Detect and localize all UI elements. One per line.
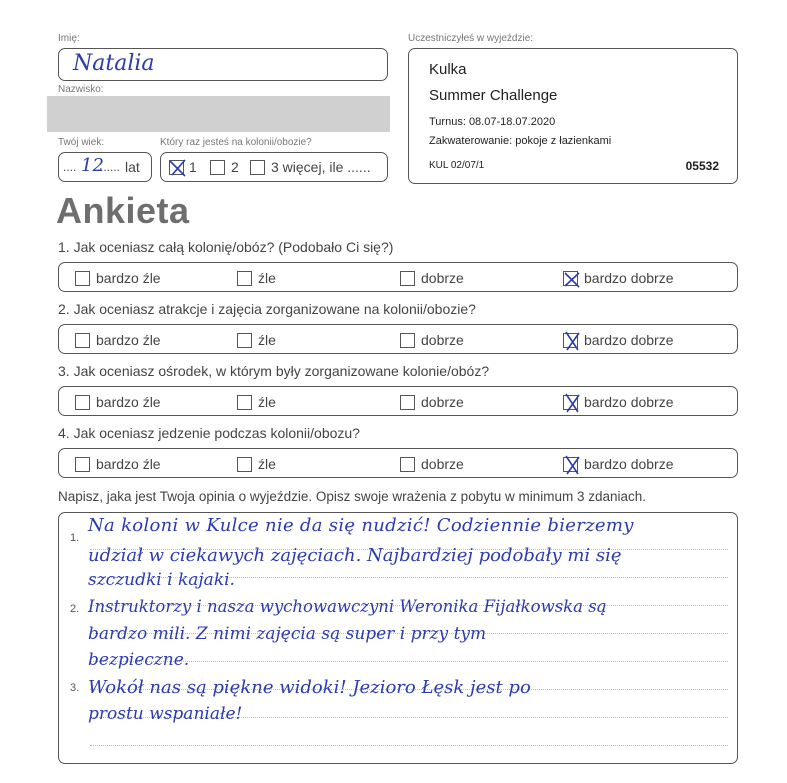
q4-option-bardzo-dobrze[interactable] [563,455,674,472]
wiek-unit: lat [125,159,140,175]
ktory-raz-field [160,152,388,182]
participant-number: 05532 [685,159,719,173]
q2-option-dobrze[interactable] [400,331,464,348]
q1-option-dobrze[interactable] [400,269,464,286]
checkbox[interactable] [237,271,252,286]
ruled-line [90,745,728,746]
participant-zakwaterowanie [429,135,611,147]
ktory-opt2-label: 2 [231,159,239,175]
zakwaterowanie-value: pokoje z łazienkami [515,135,612,147]
opinion-line-6: bezpieczne. [88,650,190,670]
q4-option-zle[interactable] [237,455,276,472]
option-label: bardzo źle [96,394,161,411]
answer-row-1 [58,262,738,292]
opinion-line-5: bardzo mili. Z nimi zajęcia są super i przy tym [88,624,487,644]
q2-option-bardzo-dobrze[interactable] [563,331,674,348]
option-label: dobrze [421,394,464,411]
wiek-dots-left: .... [63,160,77,174]
opinion-line-3: szczudki i kajaki. [88,570,235,590]
ktory-opt3-label: 3 więcej, ile ...... [271,159,371,175]
imie-label: Imię: [58,33,80,44]
option-label: bardzo źle [96,456,161,473]
q2-option-bardzo-zle[interactable] [75,331,161,348]
checkbox[interactable] [400,395,415,410]
wiek-value: 12 [81,155,104,176]
checkbox[interactable] [237,457,252,472]
q3-option-zle[interactable] [237,393,276,410]
q4-option-bardzo-zle[interactable] [75,455,161,472]
opinion-line-7: Wokół nas są piękne widoki! Jezioro Łęsk jest po [88,677,531,698]
checkbox[interactable] [237,395,252,410]
checkbox[interactable] [75,395,90,410]
q2-option-zle[interactable] [237,331,276,348]
option-label: źle [258,332,276,349]
checkbox-checked[interactable] [563,271,578,286]
ktory-opt2-checkbox[interactable] [210,160,225,175]
checkbox[interactable] [400,333,415,348]
participant-line2: Summer Challenge [429,87,558,104]
option-label: dobrze [421,270,464,287]
option-label: źle [258,270,276,287]
opinion-line-2: udział w ciekawych zajęciach. Najbardziej podobały mi się [88,545,622,566]
opinion-line-1: Na koloni w Kulce nie da się nudzić! Codziennie bierzemy [88,515,634,536]
opinion-number-1: 1. [70,532,80,544]
checkbox-checked[interactable] [563,457,578,472]
survey-title: Ankieta [56,190,190,231]
option-label: dobrze [421,332,464,349]
checkbox[interactable] [75,333,90,348]
opinion-number-3: 3. [70,682,80,694]
zakwaterowanie-label: Zakwaterowanie: [429,135,513,147]
option-label: dobrze [421,456,464,473]
option-label: bardzo źle [96,270,161,287]
q3-option-bardzo-zle[interactable] [75,393,161,410]
participant-box [408,48,738,184]
participant-code: KUL 02/07/1 [429,160,485,171]
opinion-number-2: 2. [70,603,80,615]
q1-option-bardzo-zle[interactable] [75,269,161,286]
participant-turnus: Turnus: 08.07-18.07.2020 [429,116,556,128]
q4-option-dobrze[interactable] [400,455,464,472]
imie-field[interactable] [58,48,388,81]
opinion-line-8: prostu wspaniałe! [88,704,243,724]
question-2: 2. Jak oceniasz atrakcje i zajęcia zorganizowane na kolonii/obozie? [58,301,476,317]
option-label: źle [258,456,276,473]
checkbox[interactable] [237,333,252,348]
checkbox[interactable] [75,271,90,286]
answer-row-4 [58,448,738,478]
option-label: bardzo dobrze [584,456,674,473]
checkbox[interactable] [75,457,90,472]
checkbox-checked[interactable] [563,333,578,348]
question-4: 4. Jak oceniasz jedzenie podczas kolonii/obozu? [58,425,360,441]
question-1: 1. Jak oceniasz całą kolonię/obóz? (Podobało Ci się?) [58,239,394,255]
q1-option-bardzo-dobrze[interactable] [563,269,674,286]
checkbox[interactable] [400,457,415,472]
answer-row-3 [58,386,738,416]
imie-value: Natalia [73,51,155,76]
ktory-opt3-checkbox[interactable] [250,160,265,175]
option-label: bardzo dobrze [584,270,674,287]
wiek-label: Twój wiek: [58,137,105,148]
opinion-prompt: Napisz, jaka jest Twoja opinia o wyjeździe. Opisz swoje wrażenia z pobytu w minimum 3 zdaniach. [58,489,647,504]
option-label: bardzo dobrze [584,332,674,349]
opinion-line-4: Instruktorzy i nasza wychowawczyni Weronika Fijałkowska są [88,597,607,616]
question-3: 3. Jak oceniasz ośrodek, w którym były zorganizowane kolonie/obóz? [58,363,490,379]
q3-option-bardzo-dobrze[interactable] [563,393,674,410]
ktory-raz-label: Który raz jesteś na kolonii/obozie? [160,137,312,148]
checkbox[interactable] [400,271,415,286]
q3-option-dobrze[interactable] [400,393,464,410]
option-label: bardzo źle [96,332,161,349]
q1-option-zle[interactable] [237,269,276,286]
option-label: bardzo dobrze [584,394,674,411]
option-label: źle [258,394,276,411]
participant-line1: Kulka [429,61,467,78]
participant-label: Uczestniczyłeś w wyjeździe: [408,33,534,44]
answer-row-2 [58,324,738,354]
ktory-opt1-checkbox[interactable] [169,160,184,175]
nazwisko-label: Nazwisko: [58,84,104,95]
ktory-opt1-label: 1 [189,159,197,175]
wiek-dots-right: ...... [100,160,121,174]
nazwisko-redacted [47,96,390,132]
checkbox-checked[interactable] [563,395,578,410]
wiek-field[interactable] [58,152,152,182]
